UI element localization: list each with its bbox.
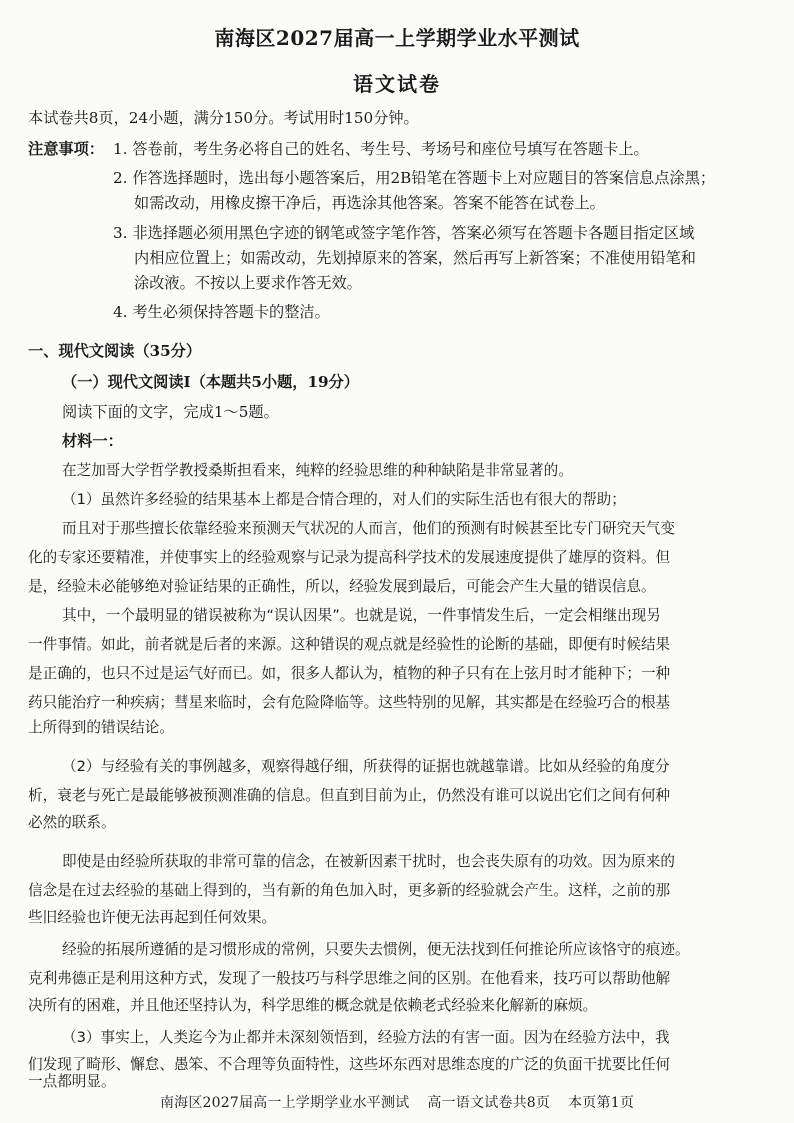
notice-line: 内相应位置上；如需改动，先划掉原来的答案，然后再写上新答案；不准使用铅笔和 [134,249,696,267]
page-footer [0,1092,794,1112]
passage-line: 克利弗德正是利用这种方式，发现了一般技巧与科学思维之间的区别。在他看来，技巧可以帮助他解 [28,970,671,987]
passage-line: 化的专家还要精准，并使事实上的经验观察与记录为提高科学技术的发展速度提供了雄厚的资料。但 [28,549,671,566]
passage-line: 信念是在过去经验的基础上得到的，当有新的角色加入时，更多新的经验就会产生。这样，之前的那 [28,882,671,899]
passage-line: 上所得到的错误结论。 [28,719,174,736]
passage-line: 析，衰老与死亡是最能够被预测准确的信息。但直到目前为止，仍然没有谁可以说出它们之间有何种 [28,787,671,804]
exam-subtitle: 语文试卷 [353,72,441,96]
notice-line: 1. 答卷前，考生务必将自己的姓名、考生号、考场号和座位号填写在答题卡上。 [113,140,649,158]
passage-line: 药只能治疗一种疾病；彗星来临时，会有危险降临等。这些特别的见解，其实都是在经验巧合的根基 [28,694,671,711]
passage-line: 即使是由经验所获取的非常可靠的信念，在被新因素干扰时，也会丧失原有的功效。因为原来的 [62,853,675,870]
notice-label: 注意事项： [28,140,104,158]
exam-intro: 本试卷共8页，24小题，满分150分。考试用时150分钟。 [28,109,419,127]
notice-line: 2. 作答选择题时，选出每小题答案后，用2B铅笔在答题卡上对应题目的答案信息点涂黑； [113,169,716,187]
passage-line: 些旧经验也许便无法再起到任何效果。 [28,909,277,926]
material-label: 材料一： [62,432,123,450]
passage-line: 必然的联系。 [28,814,116,831]
reading-instruction: 阅读下面的文字，完成1～5题。 [62,403,279,421]
exam-title: 南海区2027届高一上学期学业水平测试 [214,26,580,50]
footer-exam-name: 南海区2027届高一上学期学业水平测试 [159,1095,410,1111]
notice-line: 如需改动，用橡皮擦干净后，再选涂其他答案。答案不能答在试卷上。 [134,194,605,212]
notice-line: 涂改液。不按以上要求作答无效。 [134,274,362,292]
notice-line: 4. 考生必须保持答题卡的整洁。 [113,303,330,321]
passage-line: 在芝加哥大学哲学教授桑斯担看来，纯粹的经验思维的种种缺陷是非常显著的。 [62,462,573,479]
passage-line: 经验的拓展所遵循的是习惯形成的常例，只要失去惯例，便无法找到任何推论所应该恪守的痕迹。 [62,941,690,958]
passage-line: （3）事实上，人类迄今为止都并未深刻领悟到，经验方法的有害一面。因为在经验方法中，我 [62,1029,670,1046]
footer-page-count: 高一语文试卷共8页 [427,1095,551,1111]
passage-line: 而且对于那些擅长依靠经验来预测天气状况的人而言，他们的预测有时候甚至比专门研究天气变 [62,520,675,537]
passage-line: 一件事情。如此，前者就是后者的来源。这种错误的观点就是经验性的论断的基础，即便有时候结果 [28,636,671,653]
passage-line: 是正确的，也只不过是运气好而已。如，很多人都认为，植物的种子只有在上弦月时才能种下；一种 [28,665,671,682]
passage-line: （1）虽然许多经验的结果基本上都是合情合理的，对人们的实际生活也有很大的帮助； [62,491,626,508]
section-subheading: （一）现代文阅读Ⅰ（本题共5小题，19分） [62,373,359,391]
notice-line: 3. 非选择题必须用黑色字迹的钢笔或签字笔作答，答案必须写在答题卡各题目指定区域 [113,224,695,242]
footer-page-number: 本页第1页 [568,1095,635,1111]
passage-line: 其中，一个最明显的错误被称为“误认因果”。也就是说，一件事情发生后，一定会相继出现另 [62,607,661,624]
passage-line: 是，经验未必能够绝对验证结果的正确性，所以，经验发展到最后，可能会产生大量的错误信息。 [28,578,656,595]
passage-line: 们发现了畸形、懈怠、愚笨、不合理等负面特性，这些坏东西对思维态度的广泛的负面干扰要比任何 [28,1056,671,1073]
passage-line: 一点都明显。 [28,1073,116,1090]
section-heading: 一、现代文阅读（35分） [28,342,202,360]
passage-line: 决所有的困难，并且他还坚持认为，科学思维的概念就是依赖老式经验来化解新的麻烦。 [28,997,598,1014]
passage-line: （2）与经验有关的事例越多，观察得越仔细，所获得的证据也就越靠谱。比如从经验的角度分 [62,758,670,775]
